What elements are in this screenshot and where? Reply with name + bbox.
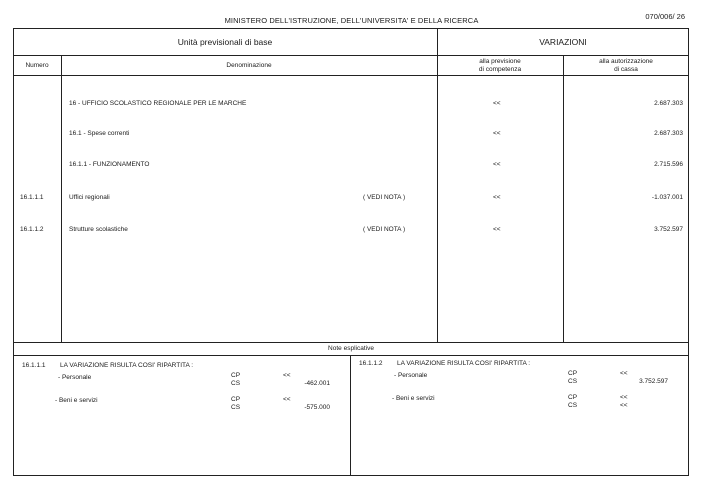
note-item-cs-value: -462.001 <box>304 380 330 387</box>
note-item-cs: CS <box>568 402 578 409</box>
note-item-label: - Personale <box>394 372 428 379</box>
note-code: 16.1.1.1 <box>22 362 46 369</box>
notes-col-divider <box>350 355 351 476</box>
row-competenza: << <box>493 161 501 168</box>
row-denominazione: 16.1 - Spese correnti <box>69 130 130 137</box>
col-divider-cassa <box>563 55 564 342</box>
col-header-competenza-line2: di competenza <box>478 66 522 73</box>
note-code: 16.1.1.2 <box>359 360 383 367</box>
header-divider-1 <box>13 55 689 56</box>
note-item-cp: CP <box>231 396 241 403</box>
row-numero: 16.1.1.2 <box>20 226 44 233</box>
note-item-cp-value: << <box>283 396 291 403</box>
note-item-label: - Beni e servizi <box>55 397 98 404</box>
row-cassa: 2.687.303 <box>654 100 683 107</box>
row-cassa: 3.752.597 <box>654 226 683 233</box>
note-item-label: - Beni e servizi <box>392 395 435 402</box>
col-header-competenza-line1: alla previsione <box>479 58 521 65</box>
header-divider-2 <box>13 75 689 76</box>
section-upb-title: Unità previsionali di base <box>177 37 273 47</box>
col-divider-numero <box>61 55 62 342</box>
page-code: 070/006/ 26 <box>645 12 685 21</box>
table-frame <box>13 28 689 476</box>
note-item-cs: CS <box>231 404 241 411</box>
col-header-cassa-line2: di cassa <box>614 66 638 73</box>
row-denominazione: Uffici regionali <box>69 194 110 201</box>
notes-divider-title <box>13 355 689 356</box>
note-heading: LA VARIAZIONE RISULTA COSI' RIPARTITA : <box>60 362 194 369</box>
row-nota: ( VEDI NOTA ) <box>363 226 406 233</box>
col-header-cassa-line1: alla autorizzazione <box>599 58 653 65</box>
row-competenza: << <box>493 130 501 137</box>
row-competenza: << <box>493 100 501 107</box>
row-nota: ( VEDI NOTA ) <box>363 194 406 201</box>
note-item-cp: CP <box>568 370 578 377</box>
row-denominazione: 16.1.1 - FUNZIONAMENTO <box>69 161 150 168</box>
note-item-cp: CP <box>231 372 241 379</box>
row-cassa: -1.037.001 <box>651 194 683 201</box>
note-item-cs-value: -575.000 <box>304 404 330 411</box>
col-divider-variazioni <box>437 28 438 342</box>
row-denominazione: 16 - UFFICIO SCOLASTICO REGIONALE PER LE MARCHE <box>69 100 247 107</box>
note-item-cp: CP <box>568 394 578 401</box>
note-item-cp-value: << <box>620 394 628 401</box>
note-heading: LA VARIAZIONE RISULTA COSI' RIPARTITA : <box>397 360 531 367</box>
note-item-cs: CS <box>231 380 241 387</box>
row-denominazione: Strutture scolastiche <box>69 226 128 233</box>
note-item-cp-value: << <box>283 372 291 379</box>
notes-divider-top <box>13 342 689 343</box>
note-item-cp-value: << <box>620 370 628 377</box>
section-variazioni-title: VARIAZIONI <box>539 37 587 47</box>
note-item-cs: CS <box>568 378 578 385</box>
notes-title: Note esplicative <box>328 345 374 352</box>
ministry-title: MINISTERO DELL'ISTRUZIONE, DELL'UNIVERSITA' E DELLA RICERCA <box>224 16 479 25</box>
row-cassa: 2.687.303 <box>654 130 683 137</box>
note-item-cs-value: 3.752.597 <box>639 378 668 385</box>
col-header-numero: Numero <box>25 62 49 69</box>
col-header-cassa <box>563 58 689 74</box>
row-numero: 16.1.1.1 <box>20 194 44 201</box>
note-item-label: - Personale <box>58 374 92 381</box>
row-cassa: 2.715.596 <box>654 161 683 168</box>
col-header-denominazione: Denominazione <box>226 62 272 69</box>
note-item-cs-value: << <box>620 402 628 409</box>
col-header-competenza <box>437 58 563 74</box>
row-competenza: << <box>493 194 501 201</box>
row-competenza: << <box>493 226 501 233</box>
